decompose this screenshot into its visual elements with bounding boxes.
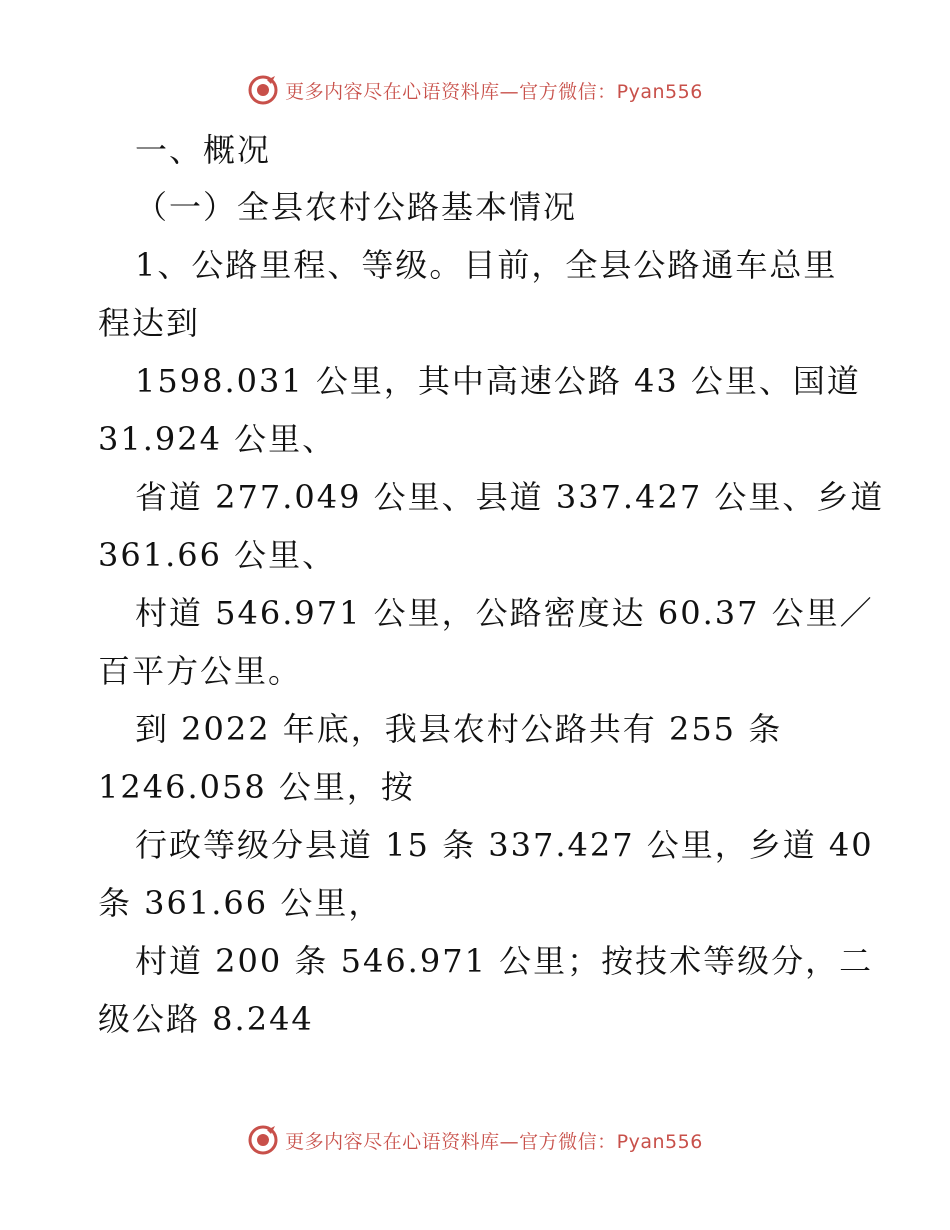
logo-icon bbox=[247, 74, 279, 106]
header-watermark bbox=[0, 70, 950, 110]
paragraph-line: 村道 546.971 公里，公路密度达 60.37 公里／ bbox=[135, 594, 874, 632]
watermark-text: 更多内容尽在心语资料库—官方微信：Pyan556 bbox=[285, 80, 703, 103]
paragraph-line: 到 2022 年底，我县农村公路共有 255 条 bbox=[135, 710, 783, 748]
paragraph-line: 程达到 bbox=[98, 304, 201, 342]
paragraph-line: 条 361.66 公里， bbox=[98, 884, 383, 922]
paragraph-line: 1246.058 公里，按 bbox=[98, 768, 415, 806]
paragraph-line: 行政等级分县道 15 条 337.427 公里，乡道 40 bbox=[135, 826, 874, 864]
subsection-heading: （一）全县农村公路基本情况 bbox=[135, 188, 578, 226]
paragraph-line: 省道 277.049 公里、县道 337.427 公里、乡道 bbox=[135, 478, 885, 516]
paragraph-line: 31.924 公里、 bbox=[98, 420, 337, 458]
watermark-text: 更多内容尽在心语资料库—官方微信：Pyan556 bbox=[285, 1130, 703, 1153]
paragraph-line: 村道 200 条 546.971 公里；按技术等级分，二 bbox=[135, 942, 874, 980]
paragraph-line: 1、公路里程、等级。目前，全县公路通车总里 bbox=[135, 246, 838, 284]
paragraph-line: 百平方公里。 bbox=[98, 652, 303, 690]
footer-watermark bbox=[0, 1120, 950, 1160]
paragraph-line: 级公路 8.244 bbox=[98, 1000, 314, 1038]
paragraph-line: 1598.031 公里，其中高速公路 43 公里、国道 bbox=[135, 362, 861, 400]
paragraph-line: 361.66 公里、 bbox=[98, 536, 337, 574]
logo-icon bbox=[247, 1124, 279, 1156]
section-heading: 一、概况 bbox=[135, 131, 272, 169]
